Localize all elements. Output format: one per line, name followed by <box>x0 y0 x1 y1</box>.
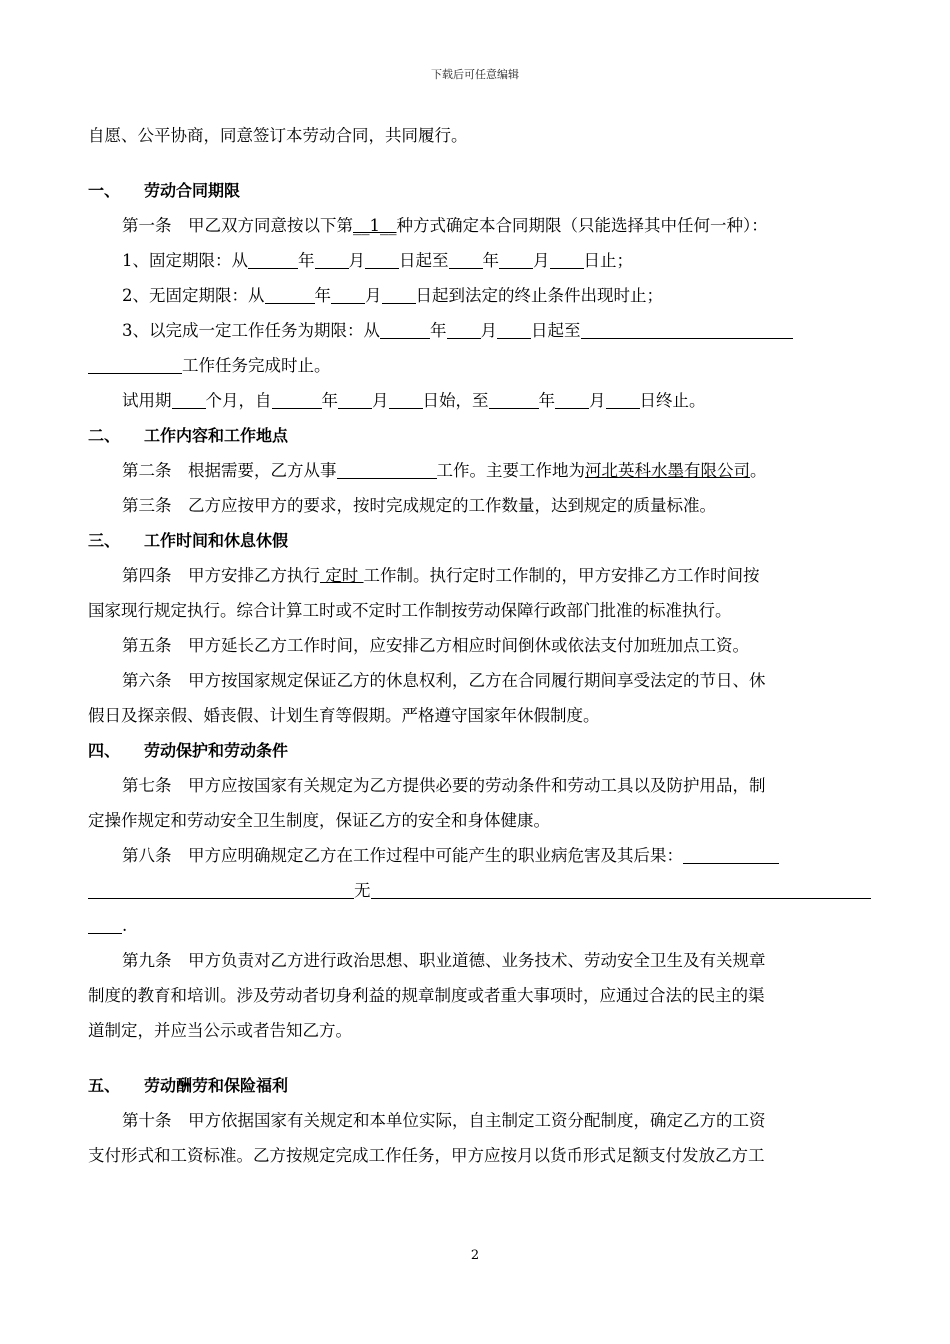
text-line: 自愿、公平协商，同意签订本劳动合同，共同履行。 <box>88 126 468 145</box>
page-number: 2 <box>470 1248 480 1263</box>
probation-line: 试用期 个月，自 年 月 日始，至 年 月 日终止。 <box>122 391 706 410</box>
article-10: 第十条 甲方依据国家有关规定和本单位实际，自主制定工资分配制度，确定乙方的工资 <box>122 1111 766 1130</box>
article-8: 第八条 甲方应明确规定乙方在工作过程中可能产生的职业病危害及其后果： <box>88 838 878 873</box>
article-9-end: 道制定，并应当公示或者告知乙方。 <box>88 1021 352 1040</box>
article-9: 第九条 甲方负责对乙方进行政治思想、职业道德、业务技术、劳动安全卫生及有关规章 <box>122 951 766 970</box>
article-1: 第一条 甲乙双方同意按以下第__1__种方式确定本合同期限（只能选择其中任何一种）： <box>122 216 768 235</box>
article-8-end: . <box>88 908 878 943</box>
article-7: 第七条 甲方应按国家有关规定为乙方提供必要的劳动条件和劳动工具以及防护用品，制 <box>122 776 766 795</box>
article-4-cont: 国家现行规定执行。综合计算工时或不定时工作制按劳动保障行政部门批准的标准执行。 <box>88 601 732 620</box>
article-7-cont: 定操作规定和劳动安全卫生制度，保证乙方的安全和身体健康。 <box>88 811 550 830</box>
article-2: 第二条 根据需要，乙方从事 工作。主要工作地为河北英科水墨有限公司。 <box>122 461 767 480</box>
article-8-cont: 无 <box>88 873 878 908</box>
article-6-cont: 假日及探亲假、婚丧假、计划生育等假期。严格遵守国家年休假制度。 <box>88 706 600 725</box>
option-task-term-cont: 工作任务完成时止。 <box>88 348 878 383</box>
article-10-cont: 支付形式和工资标准。乙方按规定完成工作任务，甲方应按月以货币形式足额支付发放乙方工 <box>88 1146 765 1165</box>
section-heading-5: 五、 劳动酬劳和保险福利 <box>88 1076 289 1095</box>
section-heading-3: 三、 工作时间和休息休假 <box>88 531 289 550</box>
option-task-term: 3、以完成一定工作任务为期限：从 年 月 日起至 <box>88 313 878 348</box>
article-3: 第三条 乙方应按甲方的要求，按时完成规定的工作数量，达到规定的质量标准。 <box>122 496 716 515</box>
section-heading-4: 四、 劳动保护和劳动条件 <box>88 741 289 760</box>
contract-body <box>88 118 878 1173</box>
article-6: 第六条 甲方按国家规定保证乙方的休息权利，乙方在合同履行期间享受法定的节日、休 <box>122 671 766 690</box>
page-header: 下载后可任意编辑 <box>431 68 519 81</box>
article-5: 第五条 甲方延长乙方工作时间，应安排乙方相应时间倒休或依法支付加班加点工资。 <box>122 636 749 655</box>
section-heading-1: 一、 劳动合同期限 <box>88 181 241 200</box>
option-fixed-term: 1、固定期限：从 年 月 日起至 年 月 日止； <box>122 251 633 270</box>
article-9-cont: 制度的教育和培训。涉及劳动者切身利益的规章制度或者重大事项时，应通过合法的民主的渠 <box>88 986 765 1005</box>
option-open-term: 2、无固定期限：从 年 月 日起到法定的终止条件出现时止； <box>122 286 663 305</box>
section-heading-2: 二、 工作内容和工作地点 <box>88 426 289 445</box>
article-4: 第四条 甲方安排乙方执行 定时 工作制。执行定时工作制的，甲方安排乙方工作时间按 <box>122 566 760 585</box>
